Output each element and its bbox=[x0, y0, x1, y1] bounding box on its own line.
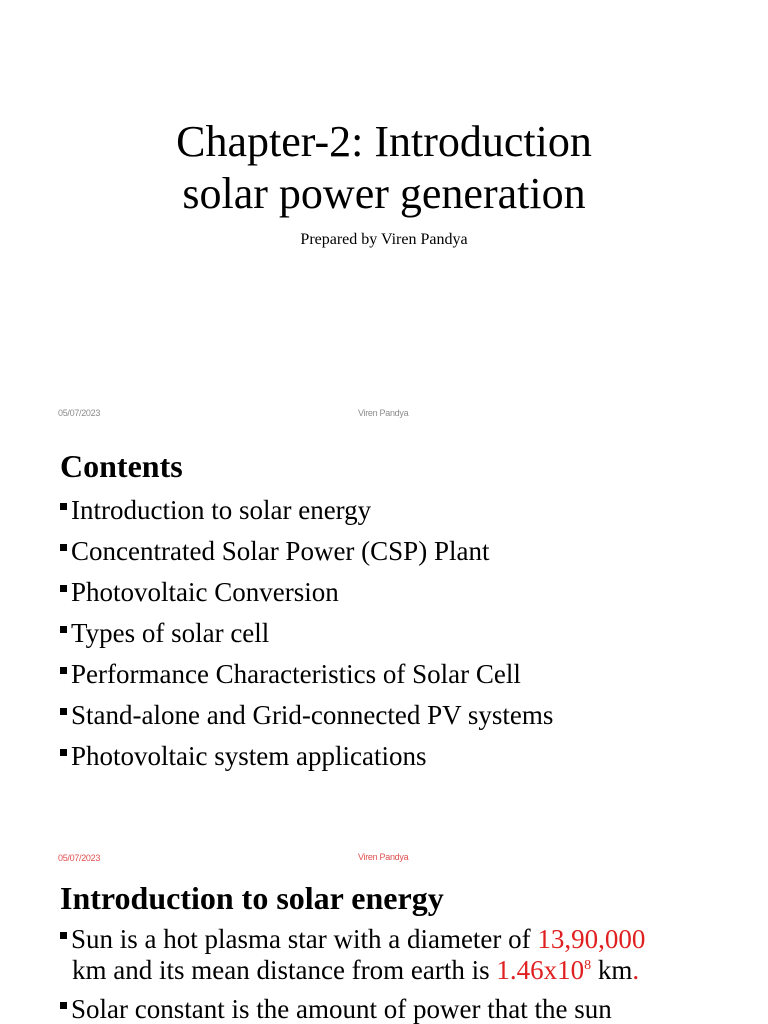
square-bullet-icon bbox=[60, 749, 67, 756]
paragraph-line-1 bbox=[60, 924, 710, 955]
square-bullet-icon bbox=[60, 667, 67, 674]
list-item-text: Introduction to solar energy bbox=[71, 495, 372, 525]
list-item-text: Concentrated Solar Power (CSP) Plant bbox=[71, 536, 490, 566]
solar-constant-paragraph bbox=[60, 994, 710, 1024]
word: of bbox=[383, 994, 407, 1024]
word: constant bbox=[134, 994, 225, 1024]
list-item-text: Stand-alone and Grid-connected PV systems bbox=[71, 700, 554, 730]
list-item-text: Performance Characteristics of Solar Cell bbox=[71, 659, 521, 689]
square-bullet-icon bbox=[60, 626, 67, 633]
square-bullet-icon bbox=[60, 708, 67, 715]
word: the bbox=[256, 994, 290, 1024]
text-run: km bbox=[591, 955, 633, 985]
text-run: Sun is a hot plasma star with a diameter of bbox=[71, 924, 538, 954]
list-item bbox=[60, 490, 553, 531]
sun-distance-value bbox=[496, 955, 591, 985]
distance-mantissa: 1.46x10 bbox=[496, 955, 585, 985]
contents-list bbox=[60, 490, 553, 777]
word: the bbox=[534, 994, 568, 1024]
word: sun bbox=[574, 994, 612, 1024]
contents-slide bbox=[0, 440, 768, 870]
list-item bbox=[60, 736, 553, 777]
list-item-text: Photovoltaic Conversion bbox=[71, 577, 339, 607]
square-bullet-icon bbox=[60, 544, 67, 551]
square-bullet-icon bbox=[60, 932, 67, 939]
square-bullet-icon bbox=[60, 503, 67, 510]
word-text: Solar bbox=[71, 994, 128, 1024]
square-bullet-icon bbox=[60, 1002, 67, 1009]
footer-date: 05/07/2023 bbox=[58, 853, 101, 863]
list-item-text: Photovoltaic system applications bbox=[71, 741, 427, 771]
text-run: . bbox=[632, 955, 640, 985]
list-item bbox=[60, 572, 553, 613]
slide-title bbox=[0, 116, 768, 220]
sun-diameter-value: 13,90,000 bbox=[537, 924, 646, 954]
title-line-1: Chapter-2: Introduction bbox=[176, 117, 592, 166]
text-run: km and its mean distance from earth is bbox=[72, 955, 497, 985]
title-slide bbox=[0, 0, 768, 440]
slide-subtitle: Prepared by Viren Pandya bbox=[300, 231, 468, 248]
word: is bbox=[231, 994, 250, 1024]
word: amount bbox=[296, 994, 377, 1024]
word: that bbox=[487, 994, 528, 1024]
list-item bbox=[60, 613, 553, 654]
square-bullet-icon bbox=[60, 585, 67, 592]
list-item bbox=[60, 531, 553, 572]
paragraph-line-3 bbox=[60, 994, 710, 1024]
word: power bbox=[413, 994, 481, 1024]
contents-heading: Contents bbox=[60, 448, 183, 484]
list-item bbox=[60, 695, 553, 736]
footer-date: 05/07/2023 bbox=[58, 408, 101, 418]
title-line-2: solar power generation bbox=[182, 169, 586, 218]
intro-paragraph bbox=[60, 924, 710, 986]
list-item-text: Types of solar cell bbox=[71, 618, 270, 648]
intro-heading: Introduction to solar energy bbox=[60, 880, 444, 916]
intro-slide bbox=[0, 870, 768, 1024]
footer-author: Viren Pandya bbox=[358, 852, 409, 862]
list-item bbox=[60, 654, 553, 695]
paragraph-line-2 bbox=[60, 955, 710, 986]
word bbox=[60, 994, 128, 1024]
footer-author: Viren Pandya bbox=[358, 408, 409, 418]
distance-exponent: 8 bbox=[584, 958, 592, 973]
